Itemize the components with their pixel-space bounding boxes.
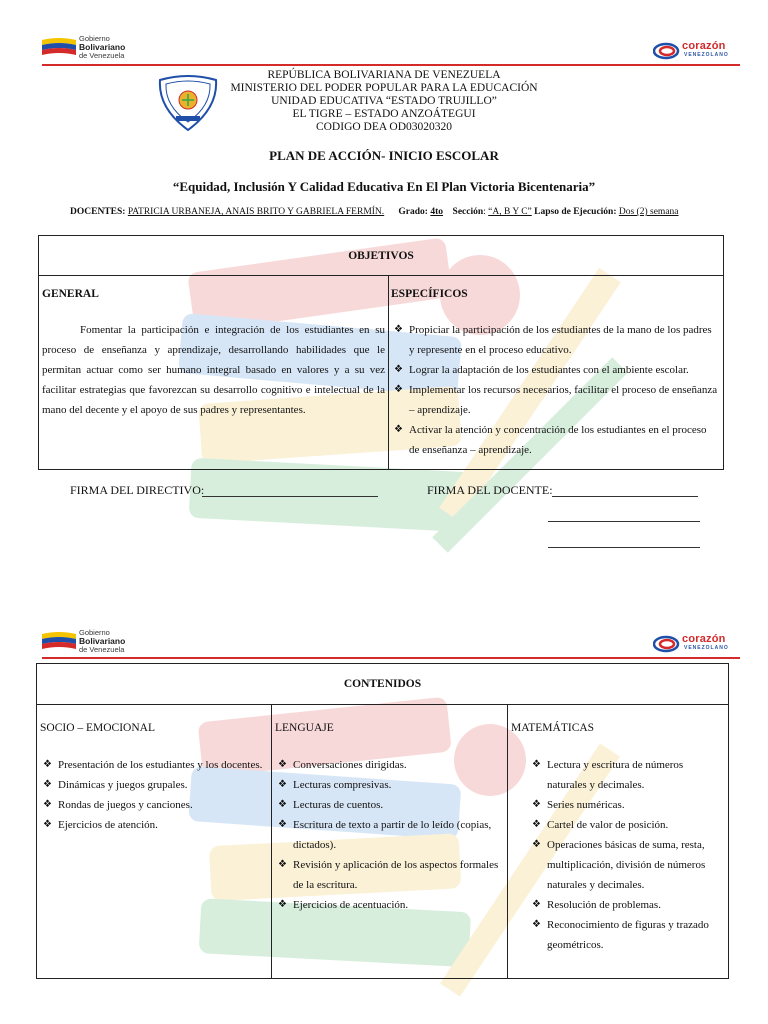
docentes-value: PATRICIA URBANEJA, ANAIS BRITO Y GABRIELA FERMÍN. <box>127 207 385 217</box>
list-item: ❖ Cartel de valor de posición. <box>529 815 722 835</box>
diamond-bullet-icon: ❖ <box>278 799 287 810</box>
objetivos-table <box>38 235 724 470</box>
header-divider-line <box>42 64 740 66</box>
diamond-bullet-icon: ❖ <box>394 364 403 375</box>
diamond-bullet-icon: ❖ <box>43 819 52 830</box>
list-item: ❖ Dinámicas y juegos grupales. <box>40 775 268 795</box>
list-item: ❖ Activar la atención y concentración de los estudiantes en el proceso de enseñanza – aprendizaje. <box>391 420 719 460</box>
gob-line3: de Venezuela <box>79 645 125 654</box>
lapso-label: Lapso de Ejecución: <box>534 207 617 217</box>
seccion-label: Sección <box>452 207 484 217</box>
list-item: ❖ Lecturas de cuentos. <box>275 795 504 815</box>
gob-line2: Bolivariano <box>79 42 126 52</box>
socio-emocional-label: SOCIO – EMOCIONAL <box>40 722 155 734</box>
diamond-bullet-icon: ❖ <box>532 899 541 910</box>
gob-line1: Gobierno <box>79 628 110 637</box>
diamond-bullet-icon: ❖ <box>278 759 287 770</box>
list-item: ❖ Conversaciones dirigidas. <box>275 755 504 775</box>
list-item: ❖ Operaciones básicas de suma, resta, multiplicación, división de números naturales y decimales. <box>529 835 722 895</box>
contenidos-header: CONTENIDOS <box>37 664 729 705</box>
docentes-info-row: DOCENTES: PATRICIA URBANEJA, ANAIS BRITO Y GABRIELA FERMÍN. Grado: 4to Sección: “A, B Y C” Lapso de Ejecución: Dos (2) semana <box>70 207 679 217</box>
diamond-bullet-icon: ❖ <box>394 424 403 435</box>
diamond-bullet-icon: ❖ <box>394 324 403 335</box>
socio-emocional-list <box>40 755 268 835</box>
docentes-label: DOCENTES: <box>70 207 126 217</box>
gobierno-bolivariano-logo <box>42 34 142 62</box>
diamond-bullet-icon: ❖ <box>532 819 541 830</box>
diamond-bullet-icon: ❖ <box>532 839 541 850</box>
grado-value: 4to <box>430 207 444 217</box>
gob-line1: Gobierno <box>79 34 110 43</box>
list-item: ❖ Lograr la adaptación de los estudiantes con el ambiente escolar. <box>391 360 719 380</box>
diamond-bullet-icon: ❖ <box>532 919 541 930</box>
matematicas-list <box>511 755 722 955</box>
list-item: ❖ Implementar los recursos necesarios, facilitar el proceso de enseñanza – aprendizaje. <box>391 380 719 420</box>
general-label: GENERAL <box>42 288 99 300</box>
diamond-bullet-icon: ❖ <box>532 799 541 810</box>
firma-docente-line-3[interactable] <box>548 547 700 548</box>
general-text: Fomentar la participación e integración de los estudiantes en su proceso de enseñanza y aprendizaje, desarrollando habilidades que le permitan actuar como ser humano integral basado en valores y a su vez facilitar estrategias que favorezcan su desarrollo cognitivo e intelectual de la mano del decente y el apoyo de sus padres y representantes. <box>42 324 385 416</box>
list-item: ❖ Series numéricas. <box>529 795 722 815</box>
location-line: EL TIGRE – ESTADO ANZOÁTEGUI <box>292 108 476 120</box>
lenguaje-list <box>275 755 504 915</box>
school-name-line: UNIDAD EDUCATIVA “ESTADO TRUJILLO” <box>271 95 497 107</box>
diamond-bullet-icon: ❖ <box>43 799 52 810</box>
list-item: ❖ Revisión y aplicación de los aspectos formales de la escritura. <box>275 855 504 895</box>
diamond-bullet-icon: ❖ <box>278 859 287 870</box>
lenguaje-cell <box>272 705 508 979</box>
general-cell <box>39 276 389 470</box>
gob-line2: Bolivariano <box>79 636 126 646</box>
header-divider-line-2 <box>42 657 740 659</box>
firma-docente-line-1[interactable] <box>552 496 698 497</box>
corazon-text: corazón <box>682 40 726 52</box>
list-item: ❖ Propiciar la participación de los estudiantes de la mano de los padres y represente en el proceso educativo. <box>391 320 719 360</box>
gob-line3: de Venezuela <box>79 51 125 60</box>
list-item: ❖ Presentación de los estudiantes y los docentes. <box>40 755 268 775</box>
corazon-text: corazón <box>682 633 726 645</box>
list-item: ❖ Lecturas compresivas. <box>275 775 504 795</box>
diamond-bullet-icon: ❖ <box>43 779 52 790</box>
diamond-bullet-icon: ❖ <box>278 819 287 830</box>
corazon-venezolano-logo-2 <box>653 633 743 655</box>
socio-emocional-cell <box>37 705 272 979</box>
list-item: ❖ Reconocimiento de figuras y trazado geométricos. <box>529 915 722 955</box>
diamond-bullet-icon: ❖ <box>394 384 403 395</box>
matematicas-label: MATEMÁTICAS <box>511 722 595 734</box>
list-item: ❖ Resolución de problemas. <box>529 895 722 915</box>
ministry-line: MINISTERIO DEL PODER POPULAR PARA LA EDUCACIÓN <box>230 82 538 94</box>
list-item: ❖ Ejercicios de acentuación. <box>275 895 504 915</box>
firma-directivo-line[interactable] <box>202 496 378 497</box>
code-dea-line: CODIGO DEA OD03020320 <box>315 121 453 133</box>
list-item: ❖ Ejercicios de atención. <box>40 815 268 835</box>
heart-swirl-icon <box>653 42 681 60</box>
venezuela-flag-icon <box>42 630 76 652</box>
gobierno-bolivariano-logo-2 <box>42 628 142 656</box>
lapso-value: Dos (2) semana <box>618 207 679 217</box>
republic-line: REPÚBLICA BOLIVARIANA DE VENEZUELA <box>267 69 501 81</box>
venezuela-flag-icon <box>42 36 76 58</box>
objetivos-header: OBJETIVOS <box>39 236 724 276</box>
especificos-cell <box>389 276 724 470</box>
lenguaje-label: LENGUAJE <box>275 722 334 734</box>
list-item: ❖ Rondas de juegos y canciones. <box>40 795 268 815</box>
venezolano-text: VENEZOLANO <box>684 52 729 58</box>
especificos-label: ESPECÍFICOS <box>391 288 468 300</box>
especificos-list <box>391 320 719 460</box>
list-item: ❖ Escritura de texto a partir de lo leído (copias, dictados). <box>275 815 504 855</box>
heart-swirl-icon <box>653 635 681 653</box>
diamond-bullet-icon: ❖ <box>532 759 541 770</box>
venezolano-text: VENEZOLANO <box>684 645 729 651</box>
firma-directivo-label: FIRMA DEL DIRECTIVO: <box>70 483 205 497</box>
grado-label: Grado: <box>398 207 428 217</box>
firma-docente-line-2[interactable] <box>548 521 700 522</box>
diamond-bullet-icon: ❖ <box>43 759 52 770</box>
seccion-value: “A, B Y C” <box>488 207 532 217</box>
plan-subtitle: “Equidad, Inclusión Y Calidad Educativa En El Plan Victoria Bicentenaria” <box>172 179 596 194</box>
diamond-bullet-icon: ❖ <box>278 779 287 790</box>
plan-title: PLAN DE ACCIÓN- INICIO ESCOLAR <box>269 148 499 163</box>
list-item: ❖ Lectura y escritura de números naturales y decimales. <box>529 755 722 795</box>
diamond-bullet-icon: ❖ <box>278 899 287 910</box>
corazon-venezolano-logo <box>653 40 743 62</box>
firma-docente-label: FIRMA DEL DOCENTE: <box>427 483 553 497</box>
matematicas-cell <box>508 705 729 979</box>
contenidos-table <box>36 663 729 979</box>
